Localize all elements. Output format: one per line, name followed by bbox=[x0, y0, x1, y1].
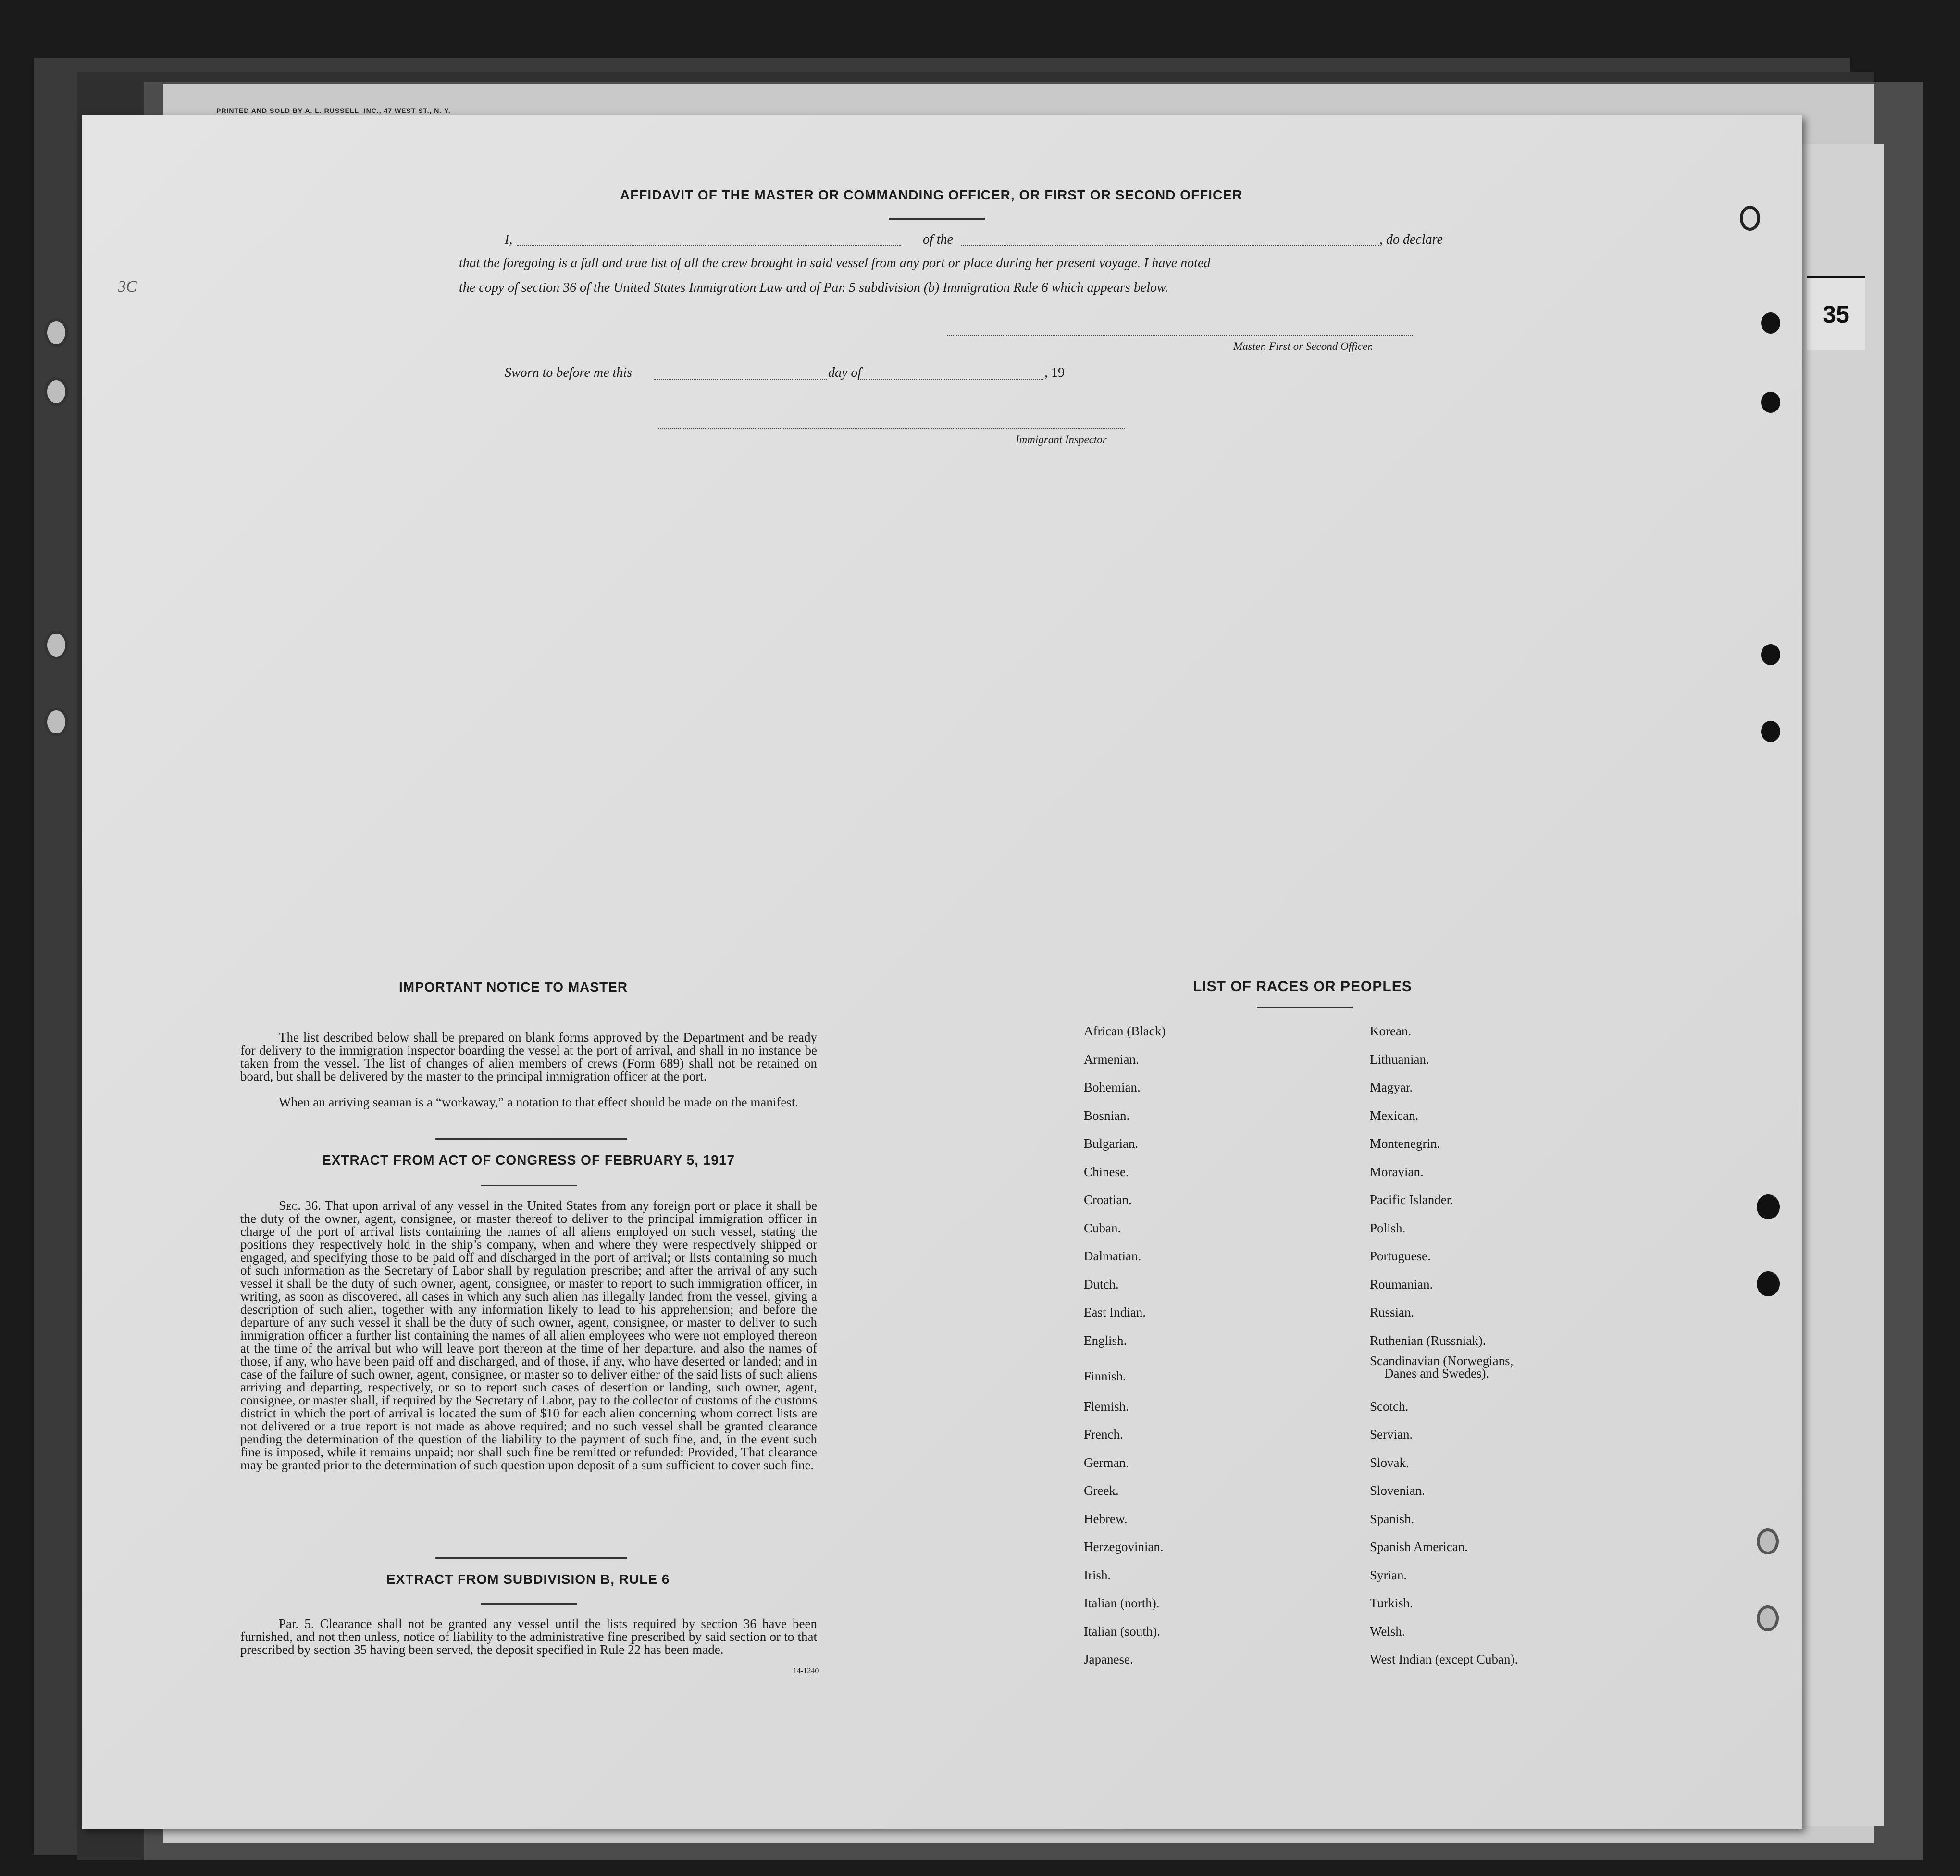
race-entry: Portuguese. bbox=[1370, 1249, 1431, 1263]
sec-36-label: Sec. 36. bbox=[279, 1198, 321, 1213]
race-entry: Montenegrin. bbox=[1370, 1136, 1440, 1151]
race-entry: Dalmatian. bbox=[1084, 1249, 1141, 1263]
punch-hole bbox=[1757, 1271, 1780, 1296]
name-blank bbox=[517, 245, 901, 246]
margin-mark: 3C bbox=[118, 278, 137, 296]
race-entry: Cuban. bbox=[1084, 1220, 1121, 1235]
par-5-text: Par. 5. Clearance shall not be granted any vessel until the lists required by section 36 have been furnished, and not then unless, notice of liability to the administrative fine prescribed by said section or to that prescribed by section 35 having been served, the deposit specified in Rule 22 has been made. bbox=[240, 1616, 817, 1657]
race-entry: Hebrew. bbox=[1084, 1511, 1128, 1526]
binder-hole bbox=[44, 377, 68, 406]
race-entry: Spanish. bbox=[1370, 1511, 1414, 1526]
affidavit-line2: that the foregoing is a full and true list of all the crew brought in said vessel from any port or place during her present voyage. I have noted bbox=[459, 256, 1211, 271]
binder-hole bbox=[44, 631, 68, 659]
race-entry: Servian. bbox=[1370, 1427, 1413, 1441]
inspector-caption: Immigrant Inspector bbox=[1016, 434, 1107, 446]
sworn-day-blank bbox=[654, 379, 827, 380]
race-entry: Ruthenian (Russniak). bbox=[1370, 1333, 1486, 1348]
notice-paragraph-2: When an arriving seaman is a “workaway,” a notation to that effect should be made on the manifest. bbox=[279, 1095, 799, 1109]
race-entry: Croatian. bbox=[1084, 1193, 1132, 1207]
race-entry: Bohemian. bbox=[1084, 1080, 1141, 1094]
race-entry: Flemish. bbox=[1084, 1399, 1129, 1414]
affidavit-of-label: of the bbox=[923, 232, 953, 247]
races-title: LIST OF RACES OR PEOPLES bbox=[1193, 979, 1412, 994]
punch-hole bbox=[1761, 721, 1780, 742]
divider-3 bbox=[435, 1557, 627, 1559]
race-entry: East Indian. bbox=[1084, 1305, 1146, 1319]
race-entry: Bulgarian. bbox=[1084, 1136, 1139, 1151]
race-entry: Chinese. bbox=[1084, 1164, 1129, 1179]
punch-hole bbox=[1757, 1528, 1779, 1554]
race-entry: Italian (north). bbox=[1084, 1596, 1160, 1610]
races-title-underline bbox=[1257, 1007, 1353, 1008]
race-entry: Magyar. bbox=[1370, 1080, 1413, 1094]
race-entry: Moravian. bbox=[1370, 1164, 1424, 1179]
race-entry: English. bbox=[1084, 1333, 1127, 1348]
race-entry: West Indian (except Cuban). bbox=[1370, 1652, 1518, 1666]
race-entry: Slovenian. bbox=[1370, 1483, 1425, 1498]
affidavit-declare-label: , do declare bbox=[1379, 232, 1443, 247]
signature-caption: Master, First or Second Officer. bbox=[1233, 340, 1374, 352]
binder-hole bbox=[44, 708, 68, 736]
race-entry: Polish. bbox=[1370, 1220, 1406, 1235]
race-entry: Russian. bbox=[1370, 1305, 1414, 1319]
divider-2 bbox=[481, 1185, 577, 1186]
race-entry: Italian (south). bbox=[1084, 1624, 1160, 1639]
race-entry: African (Black) bbox=[1084, 1024, 1166, 1038]
sec-36-body: That upon arrival of any vessel in the United States from any foreign port or place it shall be the duty of the owner, agent, consignee, or master thereof to deliver to the principal immigration officer in charge of the port of arrival lists containing the names of all aliens employed on such vessel, stating the positions they respectively hold in the ship’s company, when and where they were respectively shipped or engaged, and specifying those to be paid off and discharged in the port of arrival; or lists containing so much of such information as the Secretary of Labor shall by regulation prescribe; and after the arrival of any such vessel it shall be the duty of such owner, agent, consignee, or master to report to such immigration officer, in writing, as soon as discovered, all cases in which any such alien has illegally landed from the vessel, giving a description of such alien, together with any information likely to lead to his apprehension; and before the departure of any such vessel it shall be the duty of such owner, agent, consignee, or master to deliver to such immigration officer a further list containing the names of all alien employees who were not employed thereon at the time of the arrival but who will leave port thereon at the time of her departure, and also the names of those, if any, who have been paid off and discharged, and of those, if any, who have deserted or landed; and in case of the failure of such owner, agent, consignee, or master so to deliver either of the said lists of such aliens arriving and departing, respectively, or so to report such cases of desertion or landing, such owner, agent, consignee, or master shall, if required by the Secretary of Labor, pay to the collector of customs of the customs district in which the port of arrival is located the sum of $10 for each alien concerning whom correct lists are not delivered or a true report is not made as above required; and no such vessel shall be granted clearance pending the determination of the question of the liability to the payment of such fine, and, in the event such fine is imposed, while it remains unpaid; nor shall such fine be remitted or refunded: Provided, That clearance may be granted prior to the determination of such question upon deposit of a sum sufficient to cover such fine. bbox=[240, 1198, 817, 1472]
race-entry: Scandinavian (Norwegians, bbox=[1370, 1354, 1513, 1368]
race-entry: Scotch. bbox=[1370, 1399, 1409, 1414]
affidavit-title: AFFIDAVIT OF THE MASTER OR COMMANDING OFFICER, OR FIRST OR SECOND OFFICER bbox=[620, 187, 1243, 202]
vessel-blank bbox=[961, 245, 1379, 246]
sworn-month-blank bbox=[860, 379, 1043, 380]
race-entry: Irish. bbox=[1084, 1567, 1111, 1582]
punch-hole bbox=[1757, 1194, 1780, 1219]
form-page bbox=[82, 115, 1802, 1829]
race-entry: French. bbox=[1084, 1427, 1123, 1441]
race-entry: Slovak. bbox=[1370, 1455, 1409, 1470]
affidavit-i-label: I, bbox=[505, 232, 513, 247]
race-entry: Bosnian. bbox=[1084, 1108, 1130, 1123]
race-entry: Lithuanian. bbox=[1370, 1052, 1429, 1067]
printer-imprint: PRINTED AND SOLD BY A. L. RUSSELL, INC., 47 WEST ST., N. Y. bbox=[216, 107, 451, 114]
punch-hole bbox=[1757, 1605, 1779, 1631]
notice-title: IMPORTANT NOTICE TO MASTER bbox=[399, 980, 628, 994]
inspector-signature-line bbox=[658, 428, 1125, 429]
race-entry: Roumanian. bbox=[1370, 1277, 1433, 1292]
race-entry: Mexican. bbox=[1370, 1108, 1419, 1123]
race-entry: Danes and Swedes). bbox=[1384, 1366, 1489, 1380]
race-entry: Dutch. bbox=[1084, 1277, 1119, 1292]
race-entry: Japanese. bbox=[1084, 1652, 1133, 1666]
binder-hole bbox=[44, 318, 68, 347]
extract-rule-title: EXTRACT FROM SUBDIVISION B, RULE 6 bbox=[386, 1572, 670, 1587]
race-entry: Pacific Islander. bbox=[1370, 1193, 1453, 1207]
race-entry: Korean. bbox=[1370, 1024, 1412, 1038]
punch-hole bbox=[1761, 392, 1780, 413]
extract-act-title: EXTRACT FROM ACT OF CONGRESS OF FEBRUARY 5, 1917 bbox=[322, 1153, 735, 1168]
race-entry: Armenian. bbox=[1084, 1052, 1139, 1067]
title-underline bbox=[889, 218, 985, 220]
punch-hole bbox=[1761, 312, 1780, 334]
punch-hole bbox=[1761, 644, 1780, 665]
notice-paragraph-1: The list described below shall be prepared on blank forms approved by the Department and be ready for delivery to the immigration inspector boarding the vessel at the port of arrival, and shall in no instance be taken from the vessel. The list of changes of alien members of crews (Form 689) shall not be retained on board, but shall be delivered by the master to the principal immigration officer at the port. bbox=[240, 1030, 817, 1083]
year-label: , 19 bbox=[1044, 365, 1065, 380]
affidavit-line3: the copy of section 36 of the United States Immigration Law and of Par. 5 subdivision (b) Immigration Rule 6 which appears below. bbox=[459, 280, 1168, 295]
race-entry: Greek. bbox=[1084, 1483, 1119, 1498]
sworn-label: Sworn to before me this bbox=[505, 365, 632, 380]
race-entry: Finnish. bbox=[1084, 1369, 1126, 1383]
race-entry: Spanish American. bbox=[1370, 1540, 1468, 1554]
divider-1 bbox=[435, 1138, 627, 1140]
day-of-label: day of bbox=[828, 365, 862, 380]
sec-36-text bbox=[240, 1199, 817, 1472]
divider-4 bbox=[481, 1603, 577, 1605]
race-entry: Syrian. bbox=[1370, 1567, 1407, 1582]
race-entry: Turkish. bbox=[1370, 1596, 1413, 1610]
race-entry: German. bbox=[1084, 1455, 1129, 1470]
race-entry: Herzegovinian. bbox=[1084, 1540, 1164, 1554]
race-entry: Welsh. bbox=[1370, 1624, 1405, 1639]
form-number: 14-1240 bbox=[793, 1667, 819, 1675]
signature-line bbox=[947, 335, 1413, 336]
page-number-tab: 35 bbox=[1807, 276, 1865, 350]
punch-hole bbox=[1740, 206, 1760, 231]
